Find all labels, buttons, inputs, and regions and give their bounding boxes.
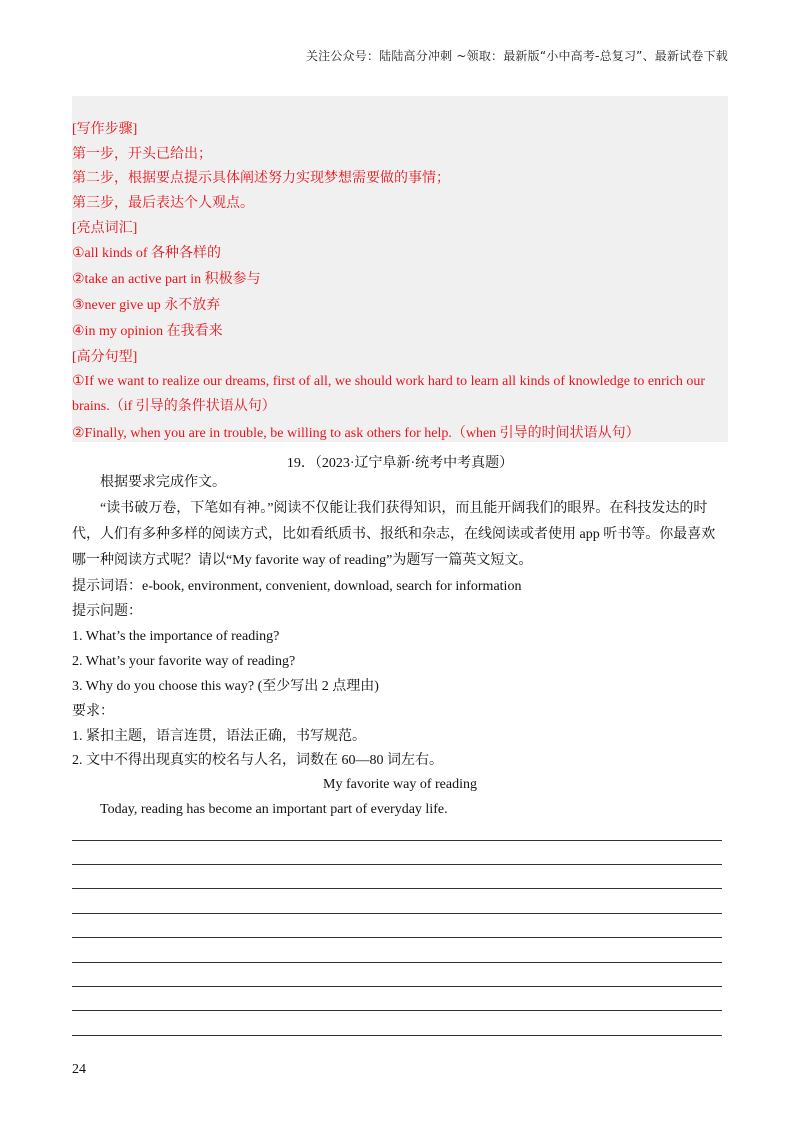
writing-line (72, 888, 722, 889)
writing-line (72, 913, 722, 914)
essay-start: Today, reading has become an important part of everyday life. (100, 802, 448, 817)
vocab-item-1: ①all kinds of 各种各样的 (72, 246, 222, 261)
hint-words: 提示词语：e-book, environment, convenient, download, search for information (72, 579, 522, 594)
hint-question-3: 3. Why do you choose this way? (至少写出 2 点理由) (72, 679, 379, 694)
vocab-item-3: ③never give up 永不放弃 (72, 298, 221, 313)
writing-line (72, 986, 722, 987)
page-header: 关注公众号：陆陆高分冲刺 ~领取：最新版“小中高考-总复习”、最新试卷下载 (305, 49, 728, 63)
vocab-title: [亮点词汇] (72, 221, 138, 236)
requirement-1: 1. 紧扣主题，语言连贯，语法正确，书写规范。 (72, 729, 366, 744)
hint-questions-title: 提示问题： (72, 604, 142, 619)
step-3: 第三步，最后表达个人观点。 (72, 196, 254, 211)
vocab-item-4: ④in my opinion 在我看来 (72, 324, 223, 339)
requirement-2: 2. 文中不得出现真实的校名与人名，词数在 60—80 词左右。 (72, 753, 443, 768)
essay-title: My favorite way of reading (323, 777, 477, 792)
writing-line (72, 1010, 722, 1011)
vocab-item-2: ②take an active part in 积极参与 (72, 272, 261, 287)
question-instruction: 根据要求完成作文。 (100, 475, 226, 490)
writing-line (72, 864, 722, 865)
question-paragraph: “读书破万卷，下笔如有神。”阅读不仅能让我们获得知识，而且能开阔我们的眼界。在科技发达的时代，人们有多种多样的阅读方式，比如看纸质书、报纸和杂志，在线阅读或者使用 app 听书等。你最喜欢哪一种阅读方式呢？请以“My favorite way of reading”为题写一篇英文短文。 (72, 501, 716, 568)
writing-line (72, 937, 722, 938)
question-number-source: 19．（2023·辽宁阜新·统考中考真题） (286, 456, 514, 471)
step-1: 第一步，开头已给出； (72, 147, 212, 162)
writing-line (72, 1035, 722, 1036)
sentence-1: ①If we want to realize our dreams, first of all, we should work hard to learn all kinds of knowledge to enrich our brains.（if 引导的条件状语从句） (72, 374, 706, 414)
step-2: 第二步，根据要点提示具体阐述努力实现梦想需要做的事情； (72, 171, 450, 186)
hint-question-2: 2. What’s your favorite way of reading? (72, 654, 296, 669)
steps-title: [写作步骤] (72, 122, 138, 137)
sentence-2: ②Finally, when you are in trouble, be willing to ask others for help.（when 引导的时间状语从句） (72, 426, 640, 441)
requirements-title: 要求： (72, 704, 114, 719)
writing-line (72, 840, 722, 841)
writing-line (72, 962, 722, 963)
page-number: 24 (72, 1062, 86, 1077)
hint-question-1: 1. What’s the importance of reading? (72, 629, 280, 644)
sentence-title: [高分句型] (72, 350, 138, 365)
